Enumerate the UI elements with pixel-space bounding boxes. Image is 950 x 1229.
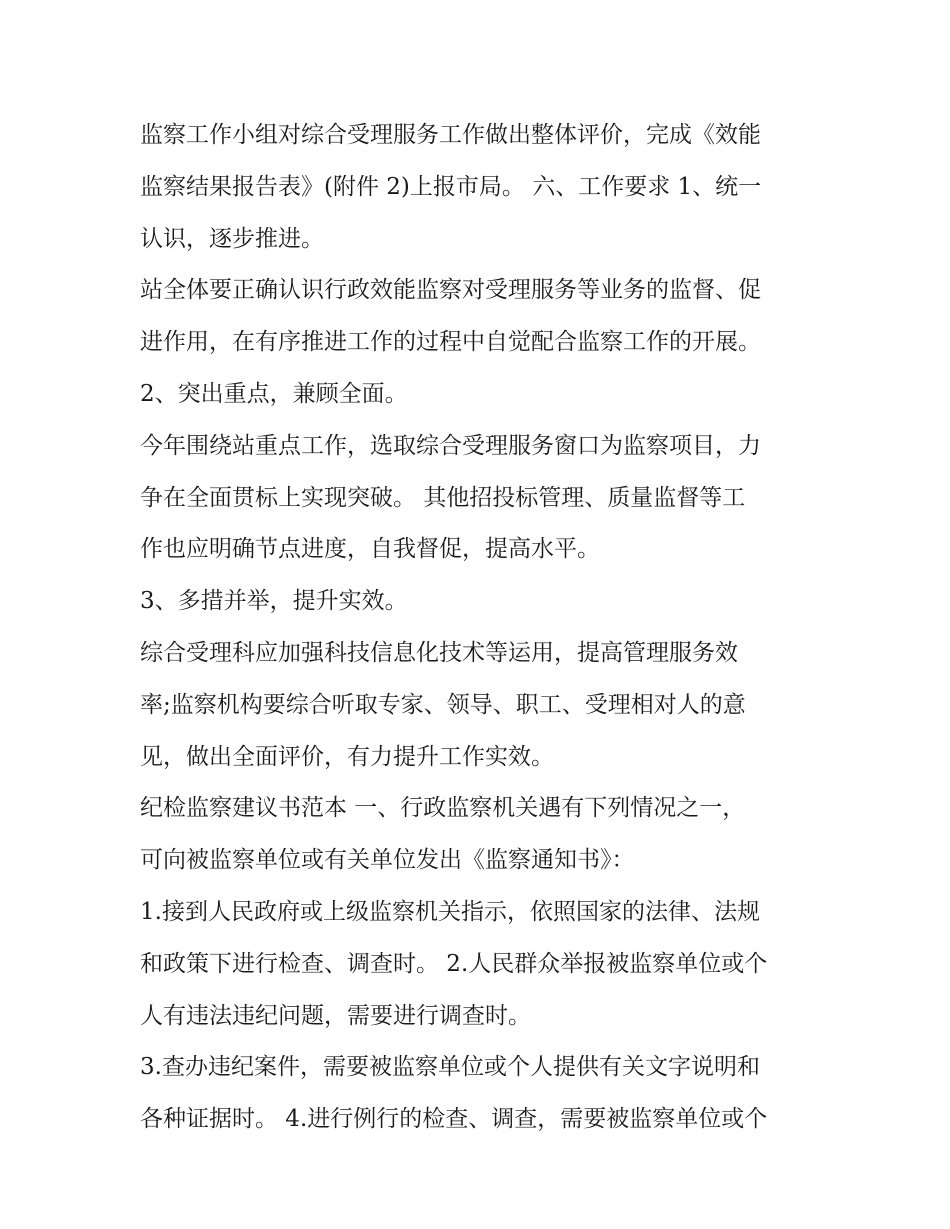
text-line: 进作用，在有序推进工作的过程中自觉配合监察工作的开展。 [140, 329, 761, 356]
text-line: 监察结果报告表》(附件 2)上报市局。 六、工作要求 1、统一 [140, 173, 762, 200]
text-line: 3.查办违纪案件，需要被监察单位或个人提供有关文字说明和 [140, 1054, 760, 1081]
text-line: 纪检监察建议书范本 一、行政监察机关遇有下列情况之一， [140, 795, 746, 822]
text-line: 和政策下进行检查、调查时。 2.人民群众举报被监察单位或个 [140, 950, 768, 977]
text-line: 见，做出全面评价，有力提升工作实效。 [140, 743, 554, 770]
text-line: 率;监察机构要综合听取专家、领导、职工、受理相对人的意 [140, 691, 746, 718]
text-line: 监察工作小组对综合受理服务工作做出整体评价，完成《效能 [140, 122, 761, 148]
text-line: 3、多措并举，提升实效。 [140, 588, 408, 615]
text-line: 人有违法违纪问题，需要进行调查时。 [140, 1002, 531, 1029]
text-line: 认识，逐步推进。 [140, 225, 324, 252]
text-line: 作也应明确节点进度，自我督促，提高水平。 [140, 536, 600, 563]
document-body [140, 110, 820, 1146]
text-line: 各种证据时。 4.进行例行的检查、调查，需要被监察单位或个 [140, 1106, 768, 1133]
text-line: 综合受理科应加强科技信息化技术等运用，提高管理服务效 [140, 639, 738, 666]
text-line: 争在全面贯标上实现突破。 其他招投标管理、质量监督等工 [140, 484, 746, 511]
text-line: 1.接到人民政府或上级监察机关指示，依照国家的法律、法规 [140, 898, 760, 925]
text-line: 2、突出重点，兼顾全面。 [140, 380, 408, 407]
text-line: 站全体要正确认识行政效能监察对受理服务等业务的监督、促 [140, 277, 761, 304]
text-line: 今年围绕站重点工作，选取综合受理服务窗口为监察项目，力 [140, 432, 761, 459]
text-line: 可向被监察单位或有关单位发出《监察通知书》： [140, 847, 635, 874]
